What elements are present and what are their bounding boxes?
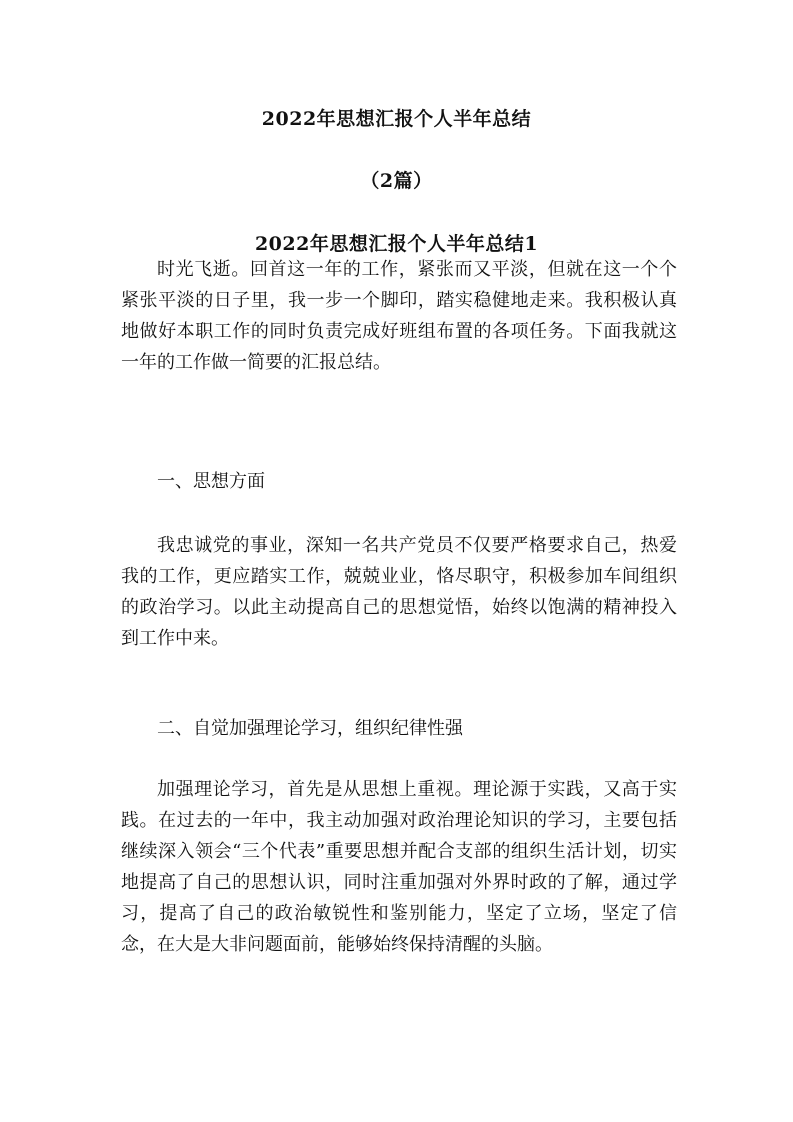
paragraph-intro — [121, 254, 677, 378]
heading-study-text: 二、自觉加强理论学习，组织纪律性强 — [157, 718, 463, 739]
paragraph-intro-text: 时光飞逝。回首这一年的工作，紧张而又平淡，但就在这一个个紧张平淡的日子里，我一步一个脚印，踏实稳健地走来。我积极认真地做好本职工作的同时负责完成好班组布置的各项任务。下面我就这一年的工作做一简要的汇报总结。 — [121, 259, 677, 373]
paragraph-study — [121, 774, 677, 960]
heading-study — [121, 713, 677, 744]
heading-thought-text: 一、思想方面 — [157, 471, 265, 492]
paragraph-thought — [121, 530, 677, 654]
paragraph-study-text: 加强理论学习，首先是从思想上重视。理论源于实践，又高于实践。在过去的一年中，我主动加强对政治理论知识的学习，主要包括继续深入领会“三个代表”重要思想并配合支部的组织生活计划，切实地提高了自己的思想认识，同时注重加强对外界时政的了解，通过学习，提高了自己的政治敏锐性和鉴别能力，坚定了立场，坚定了信念，在大是大非问题面前，能够始终保持清醒的头脑。 — [121, 779, 677, 955]
heading-thought — [121, 466, 677, 497]
section-title: 2022年思想汇报个人半年总结1 — [254, 233, 539, 255]
paragraph-thought-text: 我忠诚党的事业，深知一名共产党员不仅要严格要求自己，热爱我的工作，更应踏实工作，兢兢业业，恪尽职守，积极参加车间组织的政治学习。以此主动提高自己的思想觉悟，始终以饱满的精神投入到工作中来。 — [121, 535, 677, 649]
document-title: 2022年思想汇报个人半年总结 — [261, 108, 532, 130]
document-subtitle: （2篇） — [360, 170, 433, 192]
